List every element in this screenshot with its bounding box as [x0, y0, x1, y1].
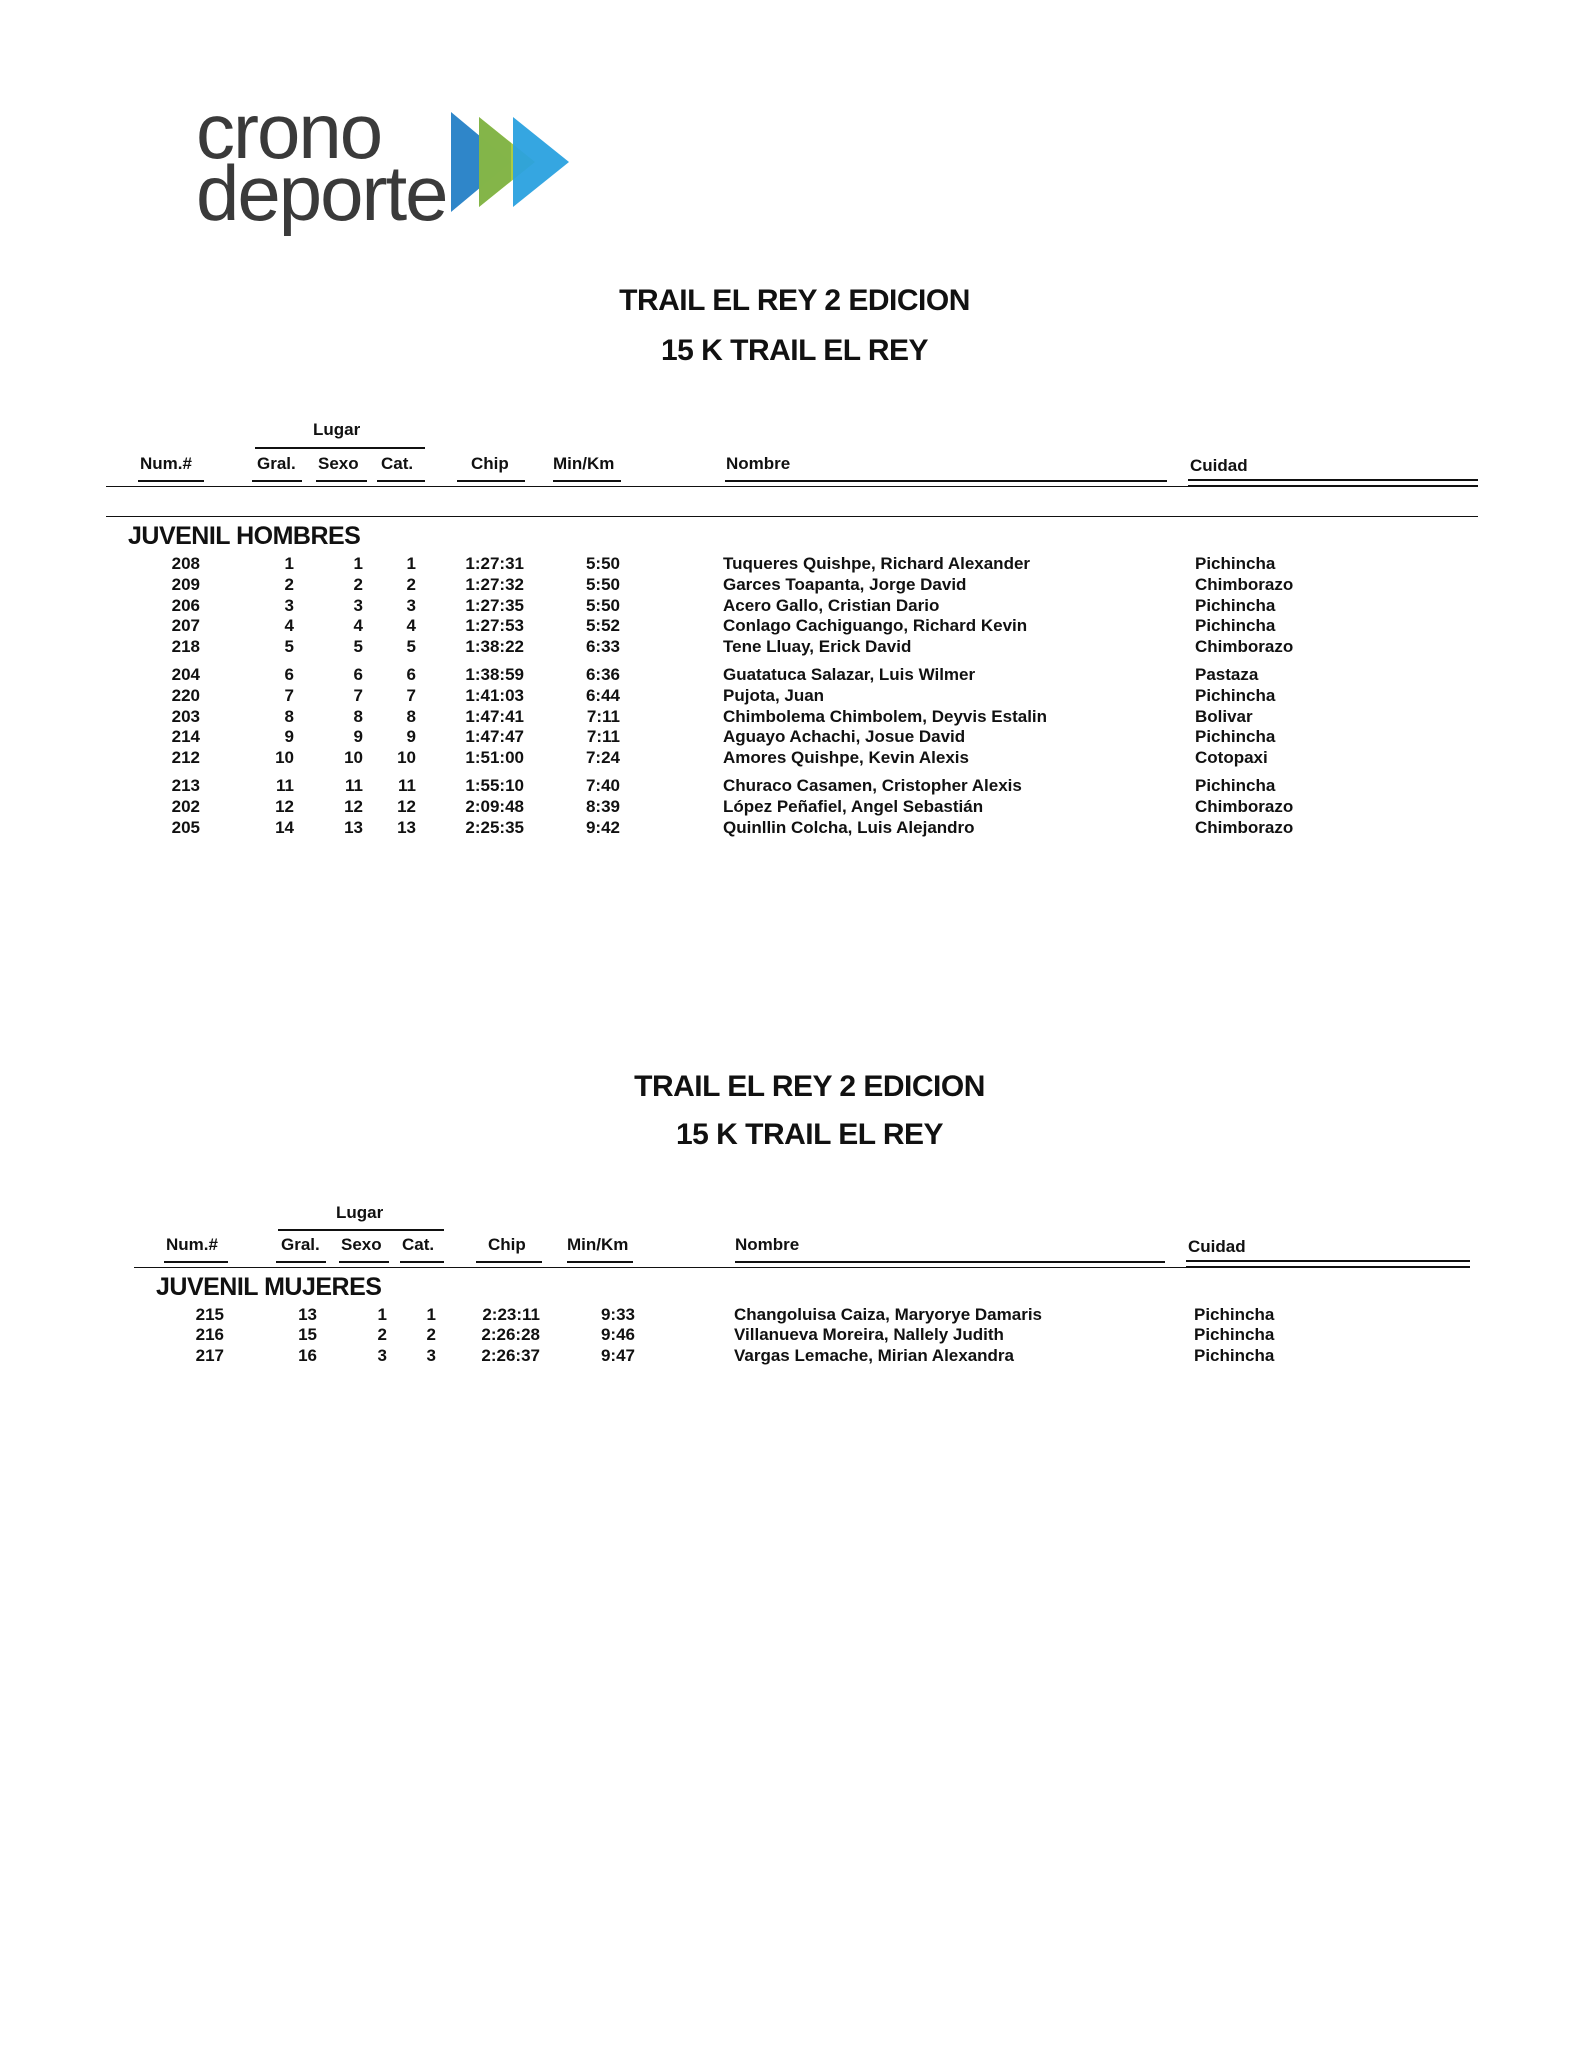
cell-num: 215: [195, 1305, 224, 1324]
category-title: JUVENIL MUJERES: [156, 1273, 382, 1301]
cell-minkm: 5:52: [585, 616, 620, 636]
cell-gral: 2: [284, 574, 294, 594]
header-gral: Gral.: [257, 454, 296, 473]
cell-ciudad: Chimborazo: [1195, 817, 1294, 837]
cell-sexo: 3: [377, 1345, 387, 1365]
cell-ciudad: Chimborazo: [1195, 574, 1294, 594]
cell-nombre: Acero Gallo, Cristian Dario: [723, 595, 940, 615]
crono-deporte-logo: [196, 87, 596, 242]
header-lugar: Lugar: [336, 1203, 384, 1222]
cat-underline: [400, 1261, 444, 1263]
table-row: [0, 554, 1589, 575]
cell-ciudad: Cotopaxi: [1195, 748, 1268, 768]
cell-minkm: 6:36: [585, 665, 620, 684]
header-chip: Chip: [471, 454, 509, 473]
cell-cat: 1: [426, 1305, 436, 1324]
cell-sexo: 5: [353, 637, 363, 657]
cell-nombre: Aguayo Achachi, Josue David: [723, 727, 966, 747]
lugar-underline: [278, 1229, 444, 1231]
cell-ciudad: Pichincha: [1194, 1325, 1275, 1345]
cell-nombre: Conlago Cachiguango, Richard Kevin: [723, 616, 1028, 636]
table-row: [0, 797, 1589, 818]
cell-num: 214: [171, 727, 200, 747]
cell-minkm: 7:24: [585, 748, 620, 768]
cell-minkm: 7:40: [585, 776, 620, 795]
cell-cat: 1: [406, 554, 416, 573]
cell-minkm: 9:46: [600, 1325, 635, 1345]
cell-nombre: Changoluisa Caiza, Maryorye Damaris: [734, 1305, 1043, 1324]
cell-chip: 1:27:53: [465, 616, 524, 636]
cell-gral: 15: [298, 1325, 317, 1345]
cell-nombre: Tuqueres Quishpe, Richard Alexander: [723, 554, 1031, 573]
header-num: Num.#: [166, 1235, 218, 1254]
cell-minkm: 7:11: [586, 727, 620, 747]
cell-minkm: 6:33: [585, 637, 620, 657]
cell-gral: 3: [284, 595, 294, 615]
table-row: [0, 1346, 1589, 1367]
cell-num: 217: [195, 1345, 224, 1365]
num-underline: [138, 480, 204, 482]
gral-underline: [276, 1261, 326, 1263]
cell-nombre: Amores Quishpe, Kevin Alexis: [723, 748, 969, 768]
cell-ciudad: Pichincha: [1194, 1345, 1275, 1365]
header-num: Num.#: [140, 454, 192, 473]
cell-cat: 2: [406, 574, 416, 594]
header-chip: Chip: [488, 1235, 526, 1254]
cell-sexo: 4: [353, 616, 363, 636]
cell-gral: 14: [275, 817, 294, 837]
cell-cat: 3: [426, 1345, 436, 1365]
header-minkm: Min/Km: [567, 1235, 629, 1254]
cell-gral: 1: [284, 554, 294, 573]
cell-chip: 2:09:48: [465, 796, 524, 816]
cell-chip: 1:47:41: [465, 706, 524, 726]
cell-ciudad: Pichincha: [1195, 595, 1276, 615]
cell-num: 218: [171, 637, 200, 657]
cell-sexo: 9: [353, 727, 363, 747]
cell-sexo: 13: [344, 817, 363, 837]
table-row: [0, 596, 1589, 617]
cell-num: 203: [171, 706, 200, 726]
cell-minkm: 5:50: [585, 554, 620, 573]
chip-underline: [476, 1261, 542, 1263]
table-row: [0, 637, 1589, 658]
cell-cat: 8: [406, 706, 416, 726]
cell-cat: 10: [397, 748, 416, 768]
cell-ciudad: Chimborazo: [1195, 796, 1294, 816]
cell-chip: 2:26:28: [481, 1325, 540, 1345]
race-subtitle: 15 K TRAIL EL REY: [675, 1118, 944, 1151]
cell-cat: 2: [426, 1325, 436, 1345]
logo-word-deporte: deporte: [196, 149, 447, 237]
cell-minkm: 9:33: [600, 1305, 635, 1324]
header-nombre: Nombre: [735, 1235, 800, 1254]
minkm-underline: [567, 1261, 633, 1263]
sexo-underline: [316, 480, 367, 482]
cell-num: 204: [171, 665, 200, 684]
cell-sexo: 1: [377, 1305, 387, 1324]
nombre-underline: [735, 1261, 1165, 1263]
cell-chip: 1:51:00: [465, 748, 524, 768]
minkm-underline: [553, 480, 621, 482]
cell-sexo: 10: [344, 748, 363, 768]
cell-ciudad: Pichincha: [1195, 776, 1276, 795]
cell-num: 207: [171, 616, 200, 636]
cell-cat: 9: [406, 727, 416, 747]
cell-nombre: Garces Toapanta, Jorge David: [723, 574, 967, 594]
cell-cat: 12: [397, 796, 416, 816]
table-row: [0, 575, 1589, 596]
cell-chip: 1:27:32: [465, 574, 524, 594]
cell-ciudad: Pichincha: [1195, 727, 1276, 747]
cell-chip: 1:27:35: [465, 595, 524, 615]
cell-num: 205: [171, 817, 200, 837]
cell-ciudad: Pichincha: [1195, 554, 1276, 573]
header-nombre: Nombre: [726, 454, 791, 473]
cell-ciudad: Pichincha: [1195, 685, 1276, 705]
cell-nombre: Pujota, Juan: [723, 685, 825, 705]
logo-word-crono: crono: [196, 87, 382, 175]
cell-gral: 8: [284, 706, 294, 726]
table-row: [0, 727, 1589, 748]
cell-gral: 7: [284, 685, 294, 705]
cell-chip: 1:27:31: [465, 554, 524, 573]
cell-cat: 5: [406, 637, 416, 657]
cell-minkm: 6:44: [585, 685, 620, 705]
cell-gral: 9: [284, 727, 294, 747]
table-row: [0, 686, 1589, 707]
cell-gral: 5: [284, 637, 294, 657]
header-sexo: Sexo: [341, 1235, 382, 1254]
table-row: [0, 616, 1589, 637]
cell-gral: 16: [298, 1345, 317, 1365]
cell-nombre: Vargas Lemache, Mirian Alexandra: [734, 1345, 1014, 1365]
cell-chip: 1:41:03: [465, 685, 524, 705]
event-title: TRAIL EL REY 2 EDICION: [634, 1070, 985, 1103]
cell-cat: 6: [406, 665, 416, 684]
chip-underline: [457, 480, 525, 482]
cell-gral: 6: [284, 665, 294, 684]
cell-gral: 13: [298, 1305, 317, 1324]
cell-chip: 2:25:35: [465, 817, 524, 837]
header-cat: Cat.: [381, 454, 414, 473]
header-sexo: Sexo: [318, 454, 359, 473]
cell-sexo: 7: [353, 685, 363, 705]
header-gral: Gral.: [281, 1235, 320, 1254]
table-row: [0, 818, 1589, 839]
category-title: JUVENIL HOMBRES: [128, 522, 361, 550]
cell-sexo: 3: [353, 595, 363, 615]
cat-underline: [377, 480, 425, 482]
cell-cat: 7: [406, 685, 416, 705]
cell-num: 208: [171, 554, 200, 573]
cell-minkm: 5:50: [585, 595, 620, 615]
header-rule: [134, 1267, 1470, 1268]
cell-minkm: 8:39: [585, 796, 620, 816]
cell-ciudad: Bolivar: [1195, 706, 1253, 726]
header-ciudad: Cuidad: [1188, 1237, 1246, 1256]
cell-nombre: Tene Lluay, Erick David: [723, 637, 912, 657]
cell-chip: 1:38:59: [465, 665, 524, 684]
gral-underline: [252, 480, 302, 482]
cell-gral: 11: [276, 776, 294, 795]
cell-cat: 4: [406, 616, 416, 636]
header-cat: Cat.: [402, 1235, 435, 1254]
nombre-underline: [725, 480, 1167, 482]
sexo-underline: [339, 1261, 389, 1263]
cell-chip: 2:26:37: [481, 1345, 540, 1365]
cell-minkm: 9:47: [600, 1345, 635, 1365]
cell-nombre: López Peñafiel, Angel Sebastián: [723, 796, 984, 816]
header-minkm: Min/Km: [553, 454, 615, 473]
cell-gral: 10: [275, 748, 294, 768]
table-row: [0, 665, 1589, 686]
cell-num: 206: [171, 595, 200, 615]
cell-num: 212: [171, 748, 200, 768]
cell-num: 213: [171, 776, 200, 795]
cell-chip: 1:47:47: [465, 727, 524, 747]
header-lugar: Lugar: [313, 420, 361, 439]
cell-minkm: 9:42: [585, 817, 620, 837]
cell-num: 202: [171, 796, 200, 816]
cell-cat: 13: [397, 817, 416, 837]
cell-nombre: Guatatuca Salazar, Luis Wilmer: [723, 665, 976, 684]
cell-sexo: 11: [345, 776, 363, 795]
cell-ciudad: Pichincha: [1194, 1305, 1275, 1324]
cell-minkm: 7:11: [586, 706, 620, 726]
race-subtitle: 15 K TRAIL EL REY: [660, 334, 929, 367]
cell-nombre: Churaco Casamen, Cristopher Alexis: [723, 776, 1022, 795]
table-row: [0, 707, 1589, 728]
table-row: [0, 776, 1589, 797]
cell-gral: 4: [284, 616, 294, 636]
cell-chip: 2:23:11: [482, 1305, 540, 1324]
cell-sexo: 1: [353, 554, 363, 573]
cell-ciudad: Pichincha: [1195, 616, 1276, 636]
cell-sexo: 12: [344, 796, 363, 816]
lugar-underline: [255, 447, 425, 449]
cell-chip: 1:38:22: [465, 637, 524, 657]
cell-sexo: 2: [377, 1325, 387, 1345]
event-title: TRAIL EL REY 2 EDICION: [619, 284, 970, 317]
table-row: [0, 1325, 1589, 1346]
cell-gral: 12: [275, 796, 294, 816]
header-rule-top: [106, 486, 1478, 487]
header-ciudad: Cuidad: [1190, 456, 1248, 475]
cell-num: 209: [171, 574, 200, 594]
cell-sexo: 6: [353, 665, 363, 684]
cell-ciudad: Chimborazo: [1195, 637, 1294, 657]
cell-chip: 1:55:10: [465, 776, 524, 795]
cell-minkm: 5:50: [585, 574, 620, 594]
cell-cat: 11: [398, 776, 416, 795]
table-row: [0, 1305, 1589, 1326]
cell-sexo: 2: [353, 574, 363, 594]
header-rule-bottom: [106, 516, 1478, 517]
num-underline: [164, 1261, 228, 1263]
cell-num: 220: [171, 685, 200, 705]
table-row: [0, 748, 1589, 769]
cell-sexo: 8: [353, 706, 363, 726]
cell-cat: 3: [406, 595, 416, 615]
cell-ciudad: Pastaza: [1195, 665, 1259, 684]
logo-arrows-icon: [451, 112, 591, 212]
cell-nombre: Villanueva Moreira, Nallely Judith: [734, 1325, 1004, 1345]
cell-nombre: Chimbolema Chimbolem, Deyvis Estalin: [723, 706, 1048, 726]
cell-nombre: Quinllin Colcha, Luis Alejandro: [723, 817, 975, 837]
cell-num: 216: [195, 1325, 224, 1345]
